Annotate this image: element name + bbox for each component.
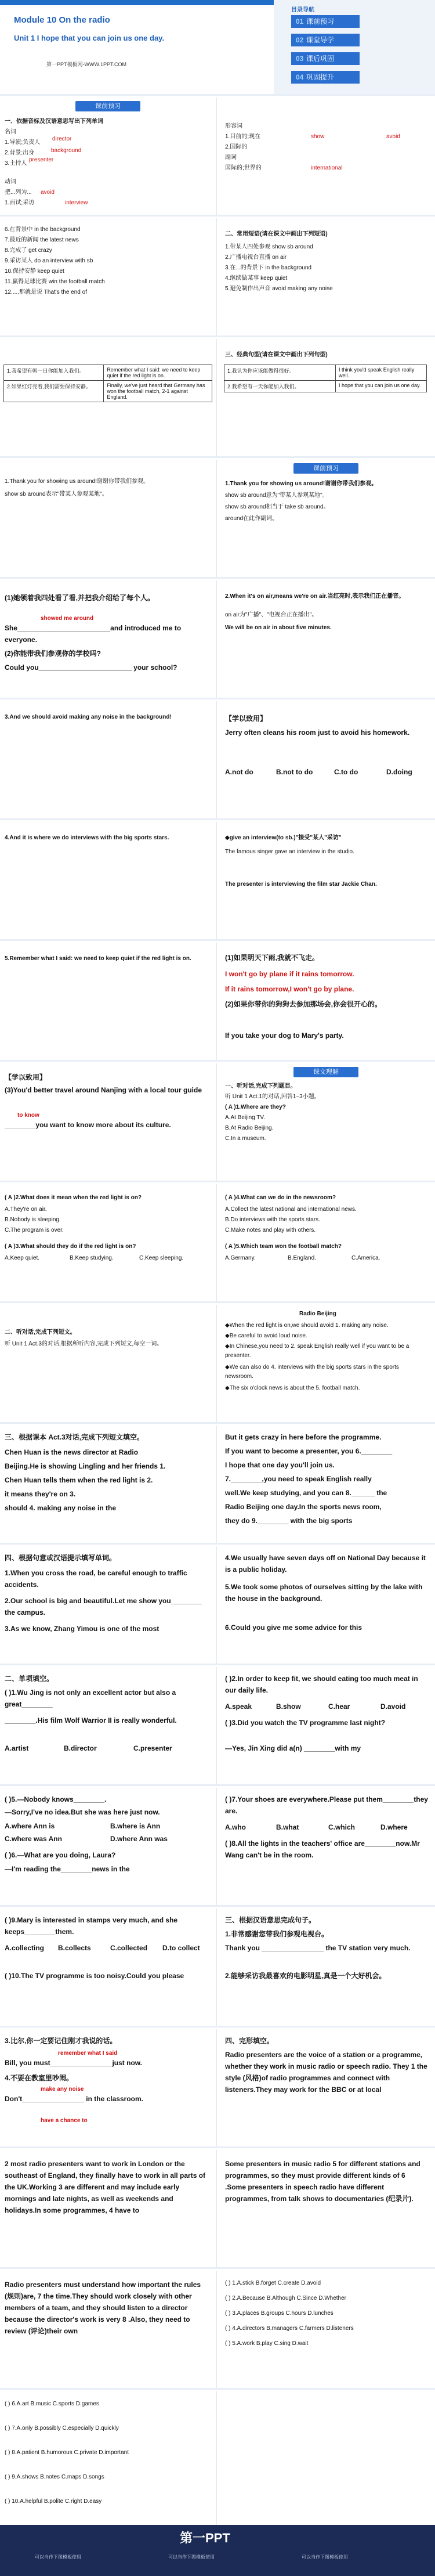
task-heading: 二、常用短语(请在课文中画出下列短语) [225, 231, 328, 237]
question: ( A )1.Where are they? [225, 1104, 286, 1110]
task-heading: 一、听对话,完成下列题目。 [225, 1083, 296, 1089]
option[interactable]: C.presenter [133, 1744, 172, 1752]
exercise-line: ( )3.Did you watch the TV programme last night? [225, 1719, 386, 1727]
answer: director [52, 136, 72, 142]
slide-left [0, 339, 217, 456]
option[interactable]: C.America. [351, 1255, 380, 1261]
answer: avoid [386, 134, 400, 140]
option[interactable]: A.artist [5, 1744, 29, 1752]
answer: international [311, 165, 343, 171]
slide-left [0, 1063, 217, 1181]
passage-line: I hope that one day you'll join us. [225, 1461, 335, 1469]
exercise-line: 6.Could you give me some advice for this [225, 1623, 362, 1632]
answer: background [51, 147, 82, 154]
exercise-line: 5.We took some photos of ourselves sitting by the lake with the house in the background. [225, 1583, 423, 1603]
passage-line: ◆The six o'clock news is about the 5. football match. [225, 1385, 360, 1391]
exercise-line: ( )8.All the lights in the teachers' office are________now.Mr Wang can't be in the room. [225, 1839, 420, 1859]
toc-item-consolidate[interactable] [291, 52, 360, 65]
toc-num: 02 [296, 36, 304, 44]
task-heading: 三、根据课本 Act.3对话,完成下列短文填空。 [5, 1433, 144, 1441]
exercise-line: 1.When you cross the road, be careful enough to traffic accidents. [5, 1569, 187, 1589]
option[interactable]: D.where [380, 1823, 408, 1831]
note-text: The famous singer gave an interview in the studio. [225, 849, 354, 855]
exercise-line: (2)如果你带你的狗狗去参加那场会,你会很开心的。 [225, 1000, 382, 1008]
note-text: 5.Remember what I said: we need to keep quiet if the red light is on. [5, 955, 191, 962]
option[interactable]: C.The program is over. [5, 1227, 64, 1233]
slide-right [218, 2029, 434, 2146]
option[interactable]: C.hear [328, 1702, 350, 1711]
vocab-item: 1.面试;采访 [5, 200, 35, 206]
option-row[interactable]: ( ) 6.A.art B.music C.sports D.games [5, 2401, 99, 2407]
option[interactable]: A.who [225, 1823, 246, 1831]
task-heading: 三、根据汉语意思完成句子。 [225, 1916, 316, 1924]
task-heading: 三、经典句型(请在课文中画出下列句型) [225, 352, 328, 358]
note-text: 3.And we should avoid making any noise in the background! [5, 714, 172, 720]
exercise-line: Don't________________ in the classroom. [5, 2095, 143, 2103]
phrase-item: 5.避免制作出声音 avoid making any noise [225, 286, 333, 292]
option[interactable]: B.director [64, 1744, 97, 1752]
phrase-item: 10.保持安静 keep quiet [5, 268, 64, 275]
slide-left [0, 2271, 217, 2388]
note-text: We will be on air in about five minutes. [225, 625, 332, 631]
slide-cloze-3 [0, 2391, 435, 2525]
task-heading: 二、单项填空。 [5, 1675, 54, 1683]
toc-item-improve[interactable] [291, 71, 360, 84]
exercise-line: ( )2.In order to keep fit, we should eating too much meat in our daily life. [225, 1675, 418, 1694]
exercise-line: ( )9.Mary is interested in stamps very much, and she keeps________them. [5, 1916, 178, 1936]
note-text: 听 Unit 1 Act.1的对话,回答1~3小题。 [225, 1094, 320, 1100]
passage-line: ◆Be careful to avoid loud noise. [225, 1333, 307, 1339]
option[interactable]: C.to do [334, 768, 358, 776]
option[interactable]: D.avoid [380, 1702, 406, 1711]
option[interactable]: C.which [328, 1823, 356, 1831]
phrase-item: 3.在...的背景下 in the background [225, 265, 311, 271]
exercise-line: ________you want to know more about its culture. [5, 1121, 171, 1129]
option-row[interactable]: ( ) 3.A.places B.groups C.hours D.lunches [225, 2310, 334, 2317]
sentence-table [224, 365, 427, 392]
option-row[interactable]: ( ) 2.A.Because B.Although C.Since D.Whether [225, 2295, 346, 2301]
slide-right [218, 701, 434, 818]
option[interactable]: D.doing [386, 768, 412, 776]
phrase-item: 9.采访某人 do an interview with sb [5, 258, 93, 264]
exercise-line: 4.不要在教室里吵闹。 [5, 2074, 74, 2082]
slide-word-fill [0, 1546, 435, 1665]
footer-cell: 可以当作下图模板使用 [35, 2555, 81, 2560]
option[interactable]: B.At Radio Beijing. [225, 1125, 274, 1131]
note-text: 听 Unit 1 Act.3的对话,根据所听内容,完成下列短文,每空一词。 [5, 1341, 163, 1347]
slide-right [218, 1546, 434, 1664]
exercise-line: 4.We usually have seven days off on National Day because it is a public holiday. [225, 1554, 426, 1574]
slide-translate [0, 2029, 435, 2148]
slide-guide-6 [0, 1063, 435, 1182]
slide-right [218, 1426, 434, 1543]
slide-mcq-1 [0, 1667, 435, 1786]
exercise-line: (1)她领着我四处看了看,并把我介绍给了每个人。 [5, 594, 155, 602]
passage-line: If you want to become a presenter, you 6.________ [225, 1447, 393, 1455]
option-row[interactable]: ( ) 4.A.directors B.managers C.farmers D.listeners [225, 2325, 354, 2332]
passage-line: ◆In Chinese,you need to 2. speak English really well if you want to be a presenter. [225, 1343, 409, 1359]
note-text: 2.When it's on air,means we're on air.当红亮时,表示我们正在播音。 [225, 593, 405, 600]
toc-header: 目录导航 [291, 7, 314, 13]
question: ( A )2.What does it mean when the red light is on? [5, 1195, 142, 1201]
slide-left [0, 98, 217, 215]
note-text: show sb around表示"带某人参观某地"。 [5, 491, 108, 497]
table-row [224, 381, 427, 392]
option[interactable]: C.Keep sleeping. [139, 1255, 184, 1261]
table-cell: 2.如果红灯亮着,我们需要保持安静。 [4, 381, 104, 402]
slide-left [0, 943, 217, 1060]
exercise-line: (3)You'd better travel around Nanjing with a local tour guide [5, 1086, 202, 1094]
option-row[interactable]: ( ) 8.A.patient B.humorous C.private D.important [5, 2449, 129, 2456]
table-cell: 1.我希望有朝一日你能加入我们。 [4, 365, 104, 381]
slide-right [218, 943, 434, 1060]
option[interactable]: B.what [276, 1823, 299, 1831]
category-label: 名词 [5, 129, 16, 135]
passage-line: 2 most radio presenters want to work in London or the southeast of England, they finally have to work in all parts of the UK.Working 3 are different and may include early mornings and late nights, as well as weekends and holidays.In some programmes, 4 have to [5, 2160, 206, 2214]
phrase-item: 1.带某人四处参观 show sb around [225, 244, 313, 250]
option[interactable]: D.to collect [162, 1944, 200, 1952]
slide-left [0, 1908, 217, 2026]
category-label: 动词 [5, 179, 16, 185]
exercise-line: Jerry often cleans his room just to avoid his homework. [225, 728, 410, 737]
option[interactable]: A.At Beijing TV. [225, 1114, 265, 1121]
brand-text: 第一PPT模板网-WWW.1PPT.COM [46, 62, 126, 67]
table-row [4, 381, 212, 402]
table-row [224, 365, 427, 381]
answer: interview [65, 200, 88, 206]
question: ( A )3.What should they do if the red light is on? [5, 1243, 136, 1250]
option[interactable]: B.collects [58, 1944, 91, 1952]
task-heading: 四、根据句意或汉语提示填写单词。 [5, 1554, 117, 1562]
passage-line: Chen Huan is the news director at Radio [5, 1448, 139, 1456]
option[interactable]: A.Germany. [225, 1255, 256, 1261]
exercise-line: 2.能够采访我最喜欢的电影明星,真是一个大好机会。 [225, 1972, 386, 1980]
slide-mcq-3 [0, 1908, 435, 2027]
exercise-line: Could you________________________ your school? [5, 663, 177, 672]
slide-left [0, 1305, 217, 1422]
passage-line: 7.________,you need to speak English really [225, 1475, 372, 1483]
module-title: Module 10 On the radio [14, 15, 110, 25]
passage-line: Chen Huan tells them when the red light is 2. [5, 1476, 153, 1484]
slide-guide-1 [0, 460, 435, 579]
answer: If it rains tomorrow,I won't go by plane. [225, 985, 354, 993]
slide-left [0, 822, 217, 939]
option[interactable]: B.Keep studying. [70, 1255, 114, 1261]
option[interactable]: A.collecting [5, 1944, 45, 1952]
slide-guide-4 [0, 822, 435, 941]
toc-label: 课前预习 [306, 17, 335, 26]
passage-line: Beijing.He is showing Lingling and her friends 1. [5, 1462, 166, 1470]
footer-cell: 可以当作下图模板使用 [168, 2555, 215, 2560]
note-text: on air为"广播"、"电视台正在播出"。 [225, 612, 318, 618]
exercise-line: 2.Our school is big and beautiful.Let me show you________ the campus. [5, 1597, 202, 1617]
vocab-item: 国际的;世界的 [225, 165, 262, 171]
phrase-item: 2.广播电视台直播 on air [225, 254, 287, 261]
slide-left [0, 580, 217, 698]
exercise-line: She________________________and introduced me to everyone. [5, 624, 182, 644]
slide-right [218, 1305, 434, 1422]
phrase-item: 7.最近的新闻 the latest news [5, 237, 79, 243]
note-text: 1.Thank you for showing us around!谢谢你带我们参观。 [5, 478, 149, 485]
exercise-line: —Sorry,I've no idea.But she was here just now. [5, 1808, 160, 1816]
passage-title: Radio Beijing [299, 1311, 336, 1317]
option[interactable]: A.speak [225, 1702, 252, 1711]
slide-guide-2 [0, 580, 435, 699]
exercise-line: 3.As we know, Zhang Yimou is one of the most [5, 1625, 160, 1633]
section-badge: 课文理解 [293, 1067, 358, 1077]
slide-left [0, 1546, 217, 1664]
slide-phrases [0, 218, 435, 337]
toc-label: 巩固提升 [306, 73, 335, 81]
answer: I won't go by plane if it rains tomorrow. [225, 970, 354, 978]
slide-left [0, 2029, 217, 2146]
slide-left [0, 2150, 217, 2267]
option[interactable]: B.Nobody is sleeping. [5, 1217, 61, 1223]
slide-left [0, 460, 217, 577]
slide-left [0, 1667, 217, 1784]
exercise-line: (2)你能带我们参观你的学校吗? [5, 650, 101, 658]
unit-title: Unit 1 I hope that you can join us one day. [14, 34, 165, 42]
option-row[interactable]: ( ) 10.A.helpful B.polite C.right D.easy [5, 2498, 102, 2505]
option[interactable]: B.not to do [276, 768, 313, 776]
table-cell: I hope that you can join us one day. [335, 381, 426, 392]
exercise-heading: 【学以致用】 [225, 715, 267, 723]
option[interactable]: A.where Ann is [5, 1822, 55, 1830]
passage-line: Radio Beijing one day.In the sports news room, [225, 1503, 382, 1511]
exercise-line: ( )7.Your shoes are everywhere.Please put them________they are. [225, 1795, 428, 1815]
answer: to know [17, 1112, 39, 1119]
passage-line: they do 9.________ with the big sports [225, 1517, 353, 1525]
option-row[interactable]: ( ) 9.A.shows B.notes C.maps D.songs [5, 2474, 104, 2480]
note-text: ◆give an interview(to sb.)"接受"某人"采访" [225, 835, 342, 841]
slide-listening-2 [0, 1305, 435, 1424]
slide-right [218, 822, 434, 939]
option-row[interactable]: ( ) 1.A.stick B.forget C.create D.avoid [225, 2280, 321, 2286]
slide-left [0, 2391, 217, 2525]
footer-cell: 可以当作下图模板使用 [302, 2555, 348, 2560]
slide-left [0, 701, 217, 818]
note-text: show sb around相当于 take sb around。 [225, 504, 329, 510]
option[interactable]: C.where was Ann [5, 1835, 62, 1843]
passage-line: should 4. making any noise in the [5, 1504, 117, 1512]
task-heading: 四、完形填空。 [225, 2037, 274, 2045]
toc-num: 01 [296, 17, 304, 26]
toc-item-guide[interactable] [291, 34, 360, 46]
option[interactable]: A.Collect the latest national and international news. [225, 1206, 357, 1213]
slide-mcq-2 [0, 1788, 435, 1907]
passage-line: Some presenters in music radio 5 for different stations and programmes, so they must provide different kinds of 6 .Some presenters in speech radio have different programmes, from talk shows to documentaries (纪录片). [225, 2160, 420, 2203]
exercise-line: ( )1.Wu Jing is not only an excellent actor but also a great________ [5, 1689, 176, 1708]
exercise-heading: 【学以致用】 [5, 1073, 47, 1081]
answer: presenter [29, 157, 54, 163]
note-text: show sb around意为"带某人参观某地"。 [225, 492, 328, 499]
option[interactable]: A.not do [225, 768, 253, 776]
answer: showed me around [41, 615, 94, 622]
slide-right [218, 580, 434, 698]
table-cell: I think you'd speak English really well. [335, 365, 426, 381]
answer: avoid [41, 189, 55, 196]
note-text: 4.And it is where we do interviews with the big sports stars. [5, 835, 169, 841]
slide-right [218, 1063, 434, 1181]
option[interactable]: C.collected [110, 1944, 148, 1952]
table-cell: Remember what I said: we need to keep quiet if the red light is on. [104, 365, 212, 381]
slide-right [218, 218, 434, 335]
category-label: 形容词 [225, 123, 242, 129]
passage-line: well.We keep studying, and you can 8.______ the [225, 1489, 387, 1497]
toc-panel [274, 0, 435, 96]
passage-line: ◆We can also do 4. interviews with the big sports stars in the sports newsroom. [225, 1364, 399, 1380]
slide-text-completion [0, 1426, 435, 1545]
toc-label: 课堂导学 [306, 36, 335, 44]
passage-line: ◆When the red light is on,we should avoid 1. making any noise. [225, 1322, 389, 1329]
question: ( A )4.What can we do in the newsroom? [225, 1195, 336, 1201]
exercise-line: Thank you ________________ the TV station very much. [225, 1944, 411, 1952]
answer: remember what I said [58, 2050, 118, 2057]
vocab-item: 3.主持人 [5, 160, 27, 167]
phrase-item: 6.在背景中 in the background [5, 226, 81, 233]
toc-item-preview[interactable] [291, 15, 360, 28]
slide-guide-3 [0, 701, 435, 820]
slide-right [218, 339, 434, 456]
option[interactable]: D.where Ann was [110, 1835, 168, 1843]
slide-guide-5 [0, 943, 435, 1062]
slide-right [218, 460, 434, 577]
option[interactable]: C.Make notes and play with others. [225, 1227, 316, 1233]
slide-listening [0, 1184, 435, 1303]
phrase-item: 12.....那就是说 That's the end of [5, 289, 87, 295]
slide-cloze-1 [0, 2150, 435, 2269]
option[interactable]: B.where is Ann [110, 1822, 161, 1830]
slide-cloze-2 [0, 2271, 435, 2390]
option[interactable]: B.England. [288, 1255, 316, 1261]
slide-sentences [0, 339, 435, 458]
answer: have a chance to [41, 2117, 88, 2124]
sentence-table [3, 365, 212, 402]
vocab-item: 把...列为... [5, 189, 32, 196]
slide-left [0, 1184, 217, 1301]
question: ( A )5.Which team won the football match? [225, 1243, 342, 1250]
section-badge: 课前预习 [75, 101, 140, 111]
footer-logo: 第一PPT [180, 2531, 230, 2545]
slide-left [0, 1788, 217, 1905]
table-cell: 2.我希望有一天你能加入我们。 [224, 381, 336, 392]
exercise-line: ________.His film Wolf Warrior II is really wonderful. [5, 1716, 177, 1724]
category-label: 副词 [225, 154, 237, 161]
exercise-line: 3.比尔,你一定要记住刚才我说的话。 [5, 2037, 117, 2045]
note-text: around在此作副词。 [225, 515, 278, 522]
slide-left [0, 218, 217, 335]
option[interactable]: B.Do interviews with the sports stars. [225, 1217, 320, 1223]
slide-right [218, 1184, 434, 1301]
option[interactable]: A.Keep quiet. [5, 1255, 40, 1261]
table-cell: Finally, we've just heard that Germany has won the football match, 2-1 against England. [104, 381, 212, 402]
footer-banner [0, 2525, 435, 2576]
vocab-item: 2.国际的 [225, 144, 248, 150]
note-text: The presenter is interviewing the film star Jackie Chan. [225, 881, 377, 887]
slide-right [218, 1908, 434, 2026]
cover-slide [0, 0, 435, 96]
vocab-item: 2.背景;出身 [5, 150, 35, 156]
slide-right [218, 98, 434, 215]
table-cell: 1.我认为你应该能做得很好。 [224, 365, 336, 381]
toc-num: 04 [296, 73, 304, 81]
answer: show [311, 134, 325, 140]
section-badge: 课前预习 [293, 463, 358, 474]
slide-right [218, 2271, 434, 2388]
task-heading: 二、听对话,完成下列短文。 [5, 1329, 76, 1336]
toc-num: 03 [296, 55, 304, 63]
phrase-item: 11.赢得足球比赛 win the football match [5, 279, 105, 285]
phrase-item: 8.完成了 get crazy [5, 247, 52, 254]
exercise-line: ( )5.—Nobody knows________. [5, 1795, 107, 1803]
table-row [4, 365, 212, 381]
passage-line: Radio presenters are the voice of a station or a programme, whether they work in music radio or speech radio. They 1 the style (风格)of radio programmes and connect with listeners.They may work for the BBC or at local [225, 2051, 427, 2094]
exercise-line: ( )6.—What are you doing, Laura? [5, 1851, 116, 1859]
exercise-line: Bill, you must________________just now. [5, 2059, 143, 2067]
slide-right [218, 1788, 434, 1905]
exercise-line: —I'm reading the________news in the [5, 1865, 130, 1873]
passage-line: it means they're on 3. [5, 1490, 76, 1498]
toc-label: 课后巩固 [306, 55, 335, 63]
passage-line: But it gets crazy in here before the programme. [225, 1433, 382, 1441]
slide-left [0, 1426, 217, 1543]
exercise-line: (1)如果明天下雨,我就不飞走。 [225, 954, 320, 962]
exercise-line: 1.非常感谢您带我们参观电视台。 [225, 1930, 329, 1938]
exercise-line: —Yes, Jin Xing did a(n) ________with my [225, 1744, 361, 1752]
vocab-item: 1.导演;负责人 [5, 139, 41, 146]
slide-right [218, 1667, 434, 1784]
option[interactable]: B.show [276, 1702, 301, 1711]
exercise-line: If you take your dog to Mary's party. [225, 1031, 344, 1040]
option[interactable]: A.They're on air. [5, 1206, 47, 1213]
passage-line: Radio presenters must understand how important the rules (规则)are, 7 the time.They should work closely with other members of a team, and they should listen to a director because the director's work is very 8 .Also, they need to review (评论)their own [5, 2281, 201, 2335]
phrase-item: 4.继续做某事 keep quiet [225, 275, 288, 282]
note-text: 1.Thank you for showing us around!谢谢你带我们参观。 [225, 481, 378, 487]
exercise-line: ( )10.The TV programme is too noisy.Could you please [5, 1972, 184, 1980]
answer: make any noise [41, 2086, 84, 2092]
option[interactable]: C.In a museum. [225, 1135, 266, 1142]
option-row[interactable]: ( ) 5.A.work B.play C.sing D.wait [225, 2340, 309, 2347]
slide-right [218, 2150, 434, 2267]
slide-vocab [0, 98, 435, 217]
vocab-item: 1.目前的;现在 [225, 134, 261, 140]
task-heading: 一、依据音标及汉语意思写出下列单词 [5, 118, 103, 125]
option-row[interactable]: ( ) 7.A.only B.possibly C.especially D.quickly [5, 2425, 119, 2431]
